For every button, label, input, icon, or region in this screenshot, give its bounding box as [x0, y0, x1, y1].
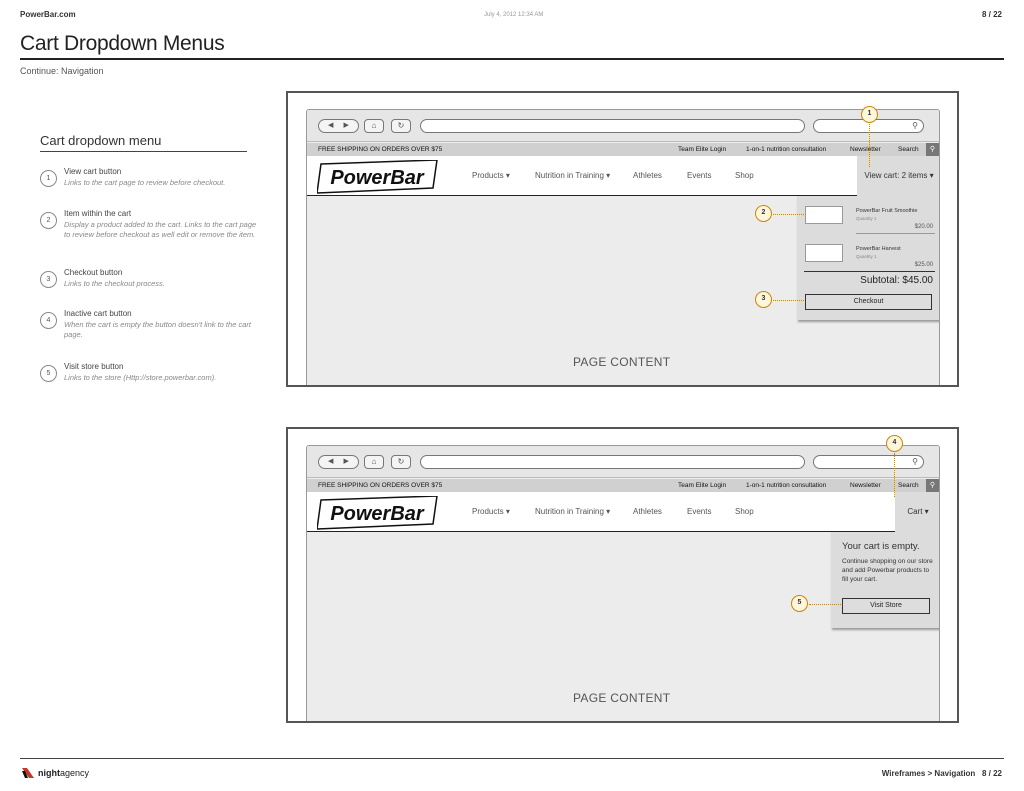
- newsletter-link[interactable]: Newsletter: [850, 482, 881, 489]
- utility-bar: [307, 143, 939, 156]
- cart-label: Cart: [907, 507, 923, 516]
- cart-item-quantity: Quantity 1: [856, 254, 877, 259]
- cart-item-quantity: Quantity 1: [856, 216, 877, 221]
- callout-leader: [894, 453, 895, 497]
- search-icon[interactable]: ⚲: [926, 479, 939, 492]
- legend-label: View cart button: [64, 167, 122, 176]
- team-elite-login-link[interactable]: Team Elite Login: [678, 146, 727, 153]
- main-navigation: [307, 492, 939, 532]
- legend-number: 5: [40, 365, 57, 382]
- nav-nutrition-in-training[interactable]: [535, 507, 610, 516]
- free-shipping-text: FREE SHIPPING ON ORDERS OVER $75: [318, 482, 443, 489]
- nav-products[interactable]: [472, 507, 510, 516]
- page-title: Cart Dropdown Menus: [20, 32, 225, 55]
- logo-text: PowerBar: [330, 167, 424, 189]
- utility-bar: [307, 479, 939, 492]
- nav-nutrition-label: Nutrition in Training: [535, 171, 604, 180]
- nav-athletes[interactable]: Athletes: [633, 171, 662, 180]
- legend-label: Item within the cart: [64, 209, 132, 218]
- nav-athletes[interactable]: Athletes: [633, 507, 662, 516]
- callout-marker: 1: [861, 106, 878, 123]
- legend-rule: [40, 151, 247, 152]
- callout-marker: 3: [755, 291, 772, 308]
- back-forward-buttons[interactable]: [318, 119, 359, 133]
- legend-description: Links to the store (Http://store.powerbar.com).: [64, 373, 217, 382]
- legend-title: Cart dropdown menu: [40, 133, 162, 148]
- callout-leader: [809, 604, 841, 605]
- empty-cart-heading: Your cart is empty.: [842, 541, 920, 552]
- title-rule: [20, 58, 1004, 60]
- wireframe-cart-full: [286, 91, 959, 387]
- brand-bold: night: [38, 768, 60, 778]
- powerbar-logo[interactable]: [317, 496, 439, 532]
- document-date: July 4, 2012 12:34 AM: [484, 12, 544, 18]
- legend-label: Checkout button: [64, 268, 123, 277]
- forward-icon[interactable]: ▶: [343, 458, 349, 465]
- product-thumbnail[interactable]: [805, 206, 843, 224]
- powerbar-logo[interactable]: [317, 160, 439, 196]
- page-content-placeholder: PAGE CONTENT: [573, 355, 671, 369]
- product-thumbnail[interactable]: [805, 244, 843, 262]
- checkout-button[interactable]: Checkout: [805, 294, 932, 310]
- footer-rule: [20, 758, 1004, 759]
- callout-leader: [773, 300, 804, 301]
- subtotal-divider: [804, 271, 935, 272]
- refresh-icon[interactable]: ↻: [391, 455, 411, 469]
- nav-nutrition-label: Nutrition in Training: [535, 507, 604, 516]
- legend-description: Links to the cart page to review before checkout.: [64, 178, 226, 187]
- empty-cart-message: Continue shopping on our store and add Powerbar products to fill your cart.: [842, 558, 933, 583]
- caret-down-icon: ▾: [606, 171, 611, 180]
- back-icon[interactable]: ◀: [328, 122, 334, 129]
- cart-item-price: $25.00: [914, 262, 933, 268]
- nutrition-consultation-link[interactable]: 1-on-1 nutrition consultation: [746, 482, 827, 489]
- cart-dropdown: [797, 196, 940, 320]
- item-divider: [856, 233, 935, 234]
- home-icon[interactable]: ⌂: [364, 119, 384, 133]
- legend-number: 1: [40, 170, 57, 187]
- forward-icon[interactable]: ▶: [343, 122, 349, 129]
- cart-item-price: $20.00: [914, 224, 933, 230]
- back-icon[interactable]: ◀: [328, 458, 334, 465]
- logo-text: PowerBar: [330, 503, 424, 525]
- address-bar[interactable]: [420, 119, 805, 133]
- search-link[interactable]: Search: [898, 482, 919, 489]
- legend-label: Visit store button: [64, 362, 124, 371]
- callout-marker: 5: [791, 595, 808, 612]
- magnifier-icon: ⚲: [912, 121, 918, 130]
- free-shipping-text: FREE SHIPPING ON ORDERS OVER $75: [318, 146, 443, 153]
- cart-subtotal: Subtotal: $45.00: [860, 275, 933, 286]
- agency-logo: [22, 768, 89, 778]
- brand-rest: agency: [60, 768, 90, 778]
- browser-toolbar: [307, 446, 939, 478]
- search-link[interactable]: Search: [898, 146, 919, 153]
- legend-number: 3: [40, 271, 57, 288]
- back-forward-buttons[interactable]: [318, 455, 359, 469]
- cart-item-name[interactable]: PowerBar Harvest: [856, 246, 901, 252]
- cart-item-name[interactable]: PowerBar Fruit Smoothie: [856, 208, 918, 214]
- page-content-placeholder: PAGE CONTENT: [573, 691, 671, 705]
- nav-shop[interactable]: Shop: [735, 507, 754, 516]
- callout-marker: 2: [755, 205, 772, 222]
- legend-number: 4: [40, 312, 57, 329]
- footer-breadcrumb: Wireframes > Navigation 8 / 22: [881, 769, 1002, 778]
- magnifier-icon: ⚲: [912, 457, 918, 466]
- agency-mark-icon: [22, 768, 34, 778]
- home-icon[interactable]: ⌂: [364, 455, 384, 469]
- inactive-cart-button: [895, 492, 940, 532]
- cart-label: View cart: 2 items: [864, 171, 928, 180]
- legend-description: Display a product added to the cart. Links to the cart page to review before checkout as well edit or remove the item.: [64, 220, 257, 239]
- legend-description: Links to the checkout process.: [64, 279, 165, 288]
- address-bar[interactable]: [420, 455, 805, 469]
- empty-cart-dropdown: [831, 532, 940, 628]
- nav-events[interactable]: Events: [687, 507, 712, 516]
- callout-leader: [773, 214, 804, 215]
- caret-down-icon: ▾: [606, 507, 611, 516]
- caret-down-icon: ▾: [929, 171, 934, 180]
- visit-store-button[interactable]: Visit Store: [842, 598, 930, 614]
- legend-number: 2: [40, 212, 57, 229]
- legend-description: When the cart is empty the button doesn't link to the cart page.: [64, 320, 251, 339]
- page-subtitle: Continue: Navigation: [20, 66, 104, 76]
- newsletter-link[interactable]: Newsletter: [850, 146, 881, 153]
- nutrition-consultation-link[interactable]: 1-on-1 nutrition consultation: [746, 146, 827, 153]
- browser-toolbar: [307, 110, 939, 142]
- caret-down-icon: ▾: [505, 171, 510, 180]
- refresh-icon[interactable]: ↻: [391, 119, 411, 133]
- main-navigation: [307, 156, 939, 196]
- browser-search-field[interactable]: [813, 455, 924, 469]
- team-elite-login-link[interactable]: Team Elite Login: [678, 482, 727, 489]
- wireframe-cart-empty: [286, 427, 959, 723]
- nav-products[interactable]: [472, 171, 510, 180]
- site-name: PowerBar.com: [20, 10, 76, 19]
- callout-leader: [869, 124, 870, 167]
- nav-products-label: Products: [472, 507, 504, 516]
- nav-events[interactable]: Events: [687, 171, 712, 180]
- search-icon[interactable]: ⚲: [926, 143, 939, 156]
- caret-down-icon: ▾: [924, 507, 929, 516]
- nav-nutrition-in-training[interactable]: [535, 171, 610, 180]
- browser-window: [306, 109, 940, 385]
- caret-down-icon: ▾: [505, 507, 510, 516]
- nav-shop[interactable]: Shop: [735, 171, 754, 180]
- page-number: 8 / 22: [981, 10, 1002, 19]
- callout-marker: 4: [886, 435, 903, 452]
- nav-products-label: Products: [472, 171, 504, 180]
- browser-window: [306, 445, 940, 721]
- legend-label: Inactive cart button: [64, 309, 132, 318]
